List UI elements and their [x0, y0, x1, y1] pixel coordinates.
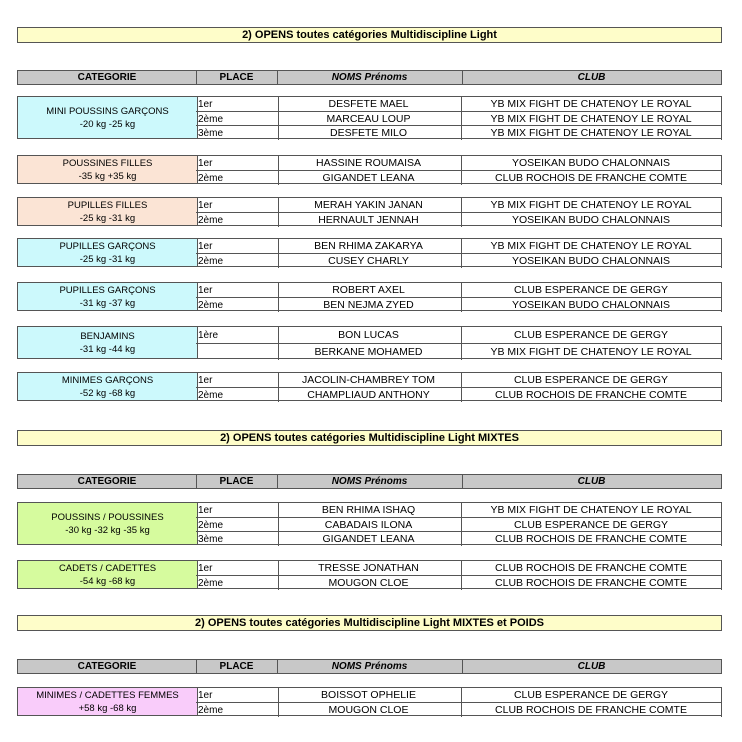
result-rows — [196, 561, 722, 588]
club-cell: YOSEIKAN BUDO CHALONNAIS — [461, 213, 722, 227]
place-cell: 2ème — [196, 518, 279, 532]
name-cell: BERKANE MOHAMED — [276, 344, 462, 360]
category-weights: -31 kg -37 kg — [79, 297, 136, 309]
name-cell: BOISSOT OPHELIE — [276, 688, 462, 702]
name-cell: GIGANDET LEANA — [276, 532, 462, 546]
name-cell: BON LUCAS — [276, 327, 462, 343]
club-cell: YOSEIKAN BUDO CHALONNAIS — [461, 254, 722, 268]
club-cell: YB MIX FIGHT DE CHATENOY LE ROYAL — [461, 239, 722, 253]
category-block — [17, 155, 722, 184]
category-name: POUSSINES FILLES — [62, 157, 153, 169]
club-cell: CLUB ROCHOIS DE FRANCHE COMTE — [461, 388, 722, 402]
category-weights: -54 kg -68 kg — [79, 575, 136, 587]
table-row — [196, 97, 722, 111]
table-row — [196, 125, 722, 140]
table-row — [196, 253, 722, 268]
category-cell — [17, 198, 198, 225]
category-block — [17, 372, 722, 401]
result-rows — [196, 327, 722, 358]
table-row — [196, 575, 722, 590]
category-name: MINIMES / CADETTES FEMMES — [36, 689, 179, 701]
header-categorie: CATEGORIE — [18, 71, 197, 84]
category-weights: -35 kg +35 kg — [78, 170, 137, 182]
club-cell: CLUB ROCHOIS DE FRANCHE COMTE — [461, 703, 722, 717]
category-cell — [17, 561, 198, 588]
category-cell — [17, 239, 198, 266]
section-title: 2) OPENS toutes catégories Multidiscipline Light MIXTES et POIDS — [17, 615, 722, 631]
header-place: PLACE — [196, 660, 278, 673]
club-cell: YB MIX FIGHT DE CHATENOY LE ROYAL — [461, 126, 722, 140]
category-weights: -30 kg -32 kg -35 kg — [65, 524, 150, 536]
place-cell: 1er — [196, 373, 279, 387]
table-row — [196, 283, 722, 297]
header-categorie: CATEGORIE — [18, 475, 197, 488]
table-row — [196, 517, 722, 532]
result-rows — [196, 239, 722, 266]
category-block — [17, 560, 722, 589]
place-cell: 1er — [196, 97, 279, 111]
club-cell: YOSEIKAN BUDO CHALONNAIS — [461, 156, 722, 170]
club-cell: YOSEIKAN BUDO CHALONNAIS — [461, 298, 722, 312]
name-cell: MARCEAU LOUP — [276, 112, 462, 126]
club-cell: YB MIX FIGHT DE CHATENOY LE ROYAL — [461, 503, 722, 517]
header-place: PLACE — [196, 475, 278, 488]
category-block — [17, 282, 722, 311]
table-row — [196, 561, 722, 575]
category-weights: -25 kg -31 kg — [79, 253, 136, 265]
category-name: POUSSINS / POUSSINES — [51, 511, 164, 523]
table-row — [196, 239, 722, 253]
category-weights: +58 kg -68 kg — [78, 702, 137, 714]
category-name: PUPILLES GARÇONS — [59, 240, 156, 252]
place-cell: 1er — [196, 283, 279, 297]
category-name: MINI POUSSINS GARÇONS — [46, 105, 169, 117]
club-cell: YB MIX FIGHT DE CHATENOY LE ROYAL — [461, 97, 722, 111]
name-cell: CABADAIS ILONA — [276, 518, 462, 532]
place-cell: 2ème — [196, 388, 279, 402]
category-name: BENJAMINS — [80, 330, 135, 342]
name-cell: CHAMPLIAUD ANTHONY — [276, 388, 462, 402]
header-noms: NOMS Prénoms — [277, 71, 463, 84]
club-cell: YB MIX FIGHT DE CHATENOY LE ROYAL — [461, 344, 722, 360]
category-block — [17, 238, 722, 267]
name-cell: BEN RHIMA ISHAQ — [276, 503, 462, 517]
category-cell — [17, 688, 198, 715]
club-cell: CLUB ESPERANCE DE GERGY — [461, 373, 722, 387]
table-header — [17, 474, 722, 489]
header-club: CLUB — [577, 72, 606, 83]
result-rows — [196, 97, 722, 138]
section-title: 2) OPENS toutes catégories Multidiscipline Light — [17, 27, 722, 43]
place-cell: 1er — [196, 503, 279, 517]
table-row — [196, 702, 722, 717]
table-row — [196, 343, 722, 360]
place-cell: 2ème — [196, 254, 279, 268]
place-cell: 1er — [196, 198, 279, 212]
table-row — [196, 327, 722, 343]
category-weights: -20 kg -25 kg — [79, 118, 136, 130]
header-categorie: CATEGORIE — [18, 660, 197, 673]
category-name: MINIMES GARÇONS — [61, 374, 154, 386]
category-name: PUPILLES GARÇONS — [59, 284, 156, 296]
name-cell: HASSINE ROUMAISA — [276, 156, 462, 170]
category-cell — [17, 283, 198, 310]
name-cell: DESFETE MILO — [276, 126, 462, 140]
header-noms: NOMS Prénoms — [277, 475, 463, 488]
category-block — [17, 326, 722, 359]
result-rows — [196, 156, 722, 183]
header-place: PLACE — [196, 71, 278, 84]
place-cell: 2ème — [196, 171, 279, 185]
table-row — [196, 156, 722, 170]
category-block — [17, 96, 722, 139]
table-row — [196, 198, 722, 212]
category-block — [17, 197, 722, 226]
result-rows — [196, 688, 722, 715]
section-title: 2) OPENS toutes catégories Multidiscipline Light MIXTES — [17, 430, 722, 446]
header-club: CLUB — [577, 661, 606, 672]
name-cell: HERNAULT JENNAH — [276, 213, 462, 227]
name-cell: MOUGON CLOE — [276, 703, 462, 717]
name-cell: ROBERT AXEL — [276, 283, 462, 297]
category-block — [17, 502, 722, 545]
place-cell: 2ème — [196, 112, 279, 126]
name-cell: GIGANDET LEANA — [276, 171, 462, 185]
table-row — [196, 212, 722, 227]
place-cell: 1er — [196, 156, 279, 170]
name-cell: MERAH YAKIN JANAN — [276, 198, 462, 212]
table-row — [196, 170, 722, 185]
table-header — [17, 659, 722, 674]
category-weights: -52 kg -68 kg — [79, 387, 136, 399]
place-cell: 2ème — [196, 576, 279, 590]
name-cell: CUSEY CHARLY — [276, 254, 462, 268]
place-cell: 1ère — [196, 327, 279, 343]
result-rows — [196, 503, 722, 544]
category-weights: -31 kg -44 kg — [79, 343, 136, 355]
header-club: CLUB — [577, 476, 606, 487]
place-cell: 1er — [196, 561, 279, 575]
category-cell — [17, 327, 198, 358]
category-cell — [17, 97, 198, 138]
place-cell: 1er — [196, 688, 279, 702]
result-rows — [196, 373, 722, 400]
club-cell: CLUB ROCHOIS DE FRANCHE COMTE — [461, 171, 722, 185]
name-cell: JACOLIN-CHAMBREY TOM — [276, 373, 462, 387]
club-cell: CLUB ESPERANCE DE GERGY — [461, 518, 722, 532]
club-cell: CLUB ROCHOIS DE FRANCHE COMTE — [461, 532, 722, 546]
category-name: PUPILLES FILLES — [67, 199, 148, 211]
name-cell: BEN RHIMA ZAKARYA — [276, 239, 462, 253]
club-cell: YB MIX FIGHT DE CHATENOY LE ROYAL — [461, 198, 722, 212]
category-weights: -25 kg -31 kg — [79, 212, 136, 224]
category-block — [17, 687, 722, 716]
club-cell: YB MIX FIGHT DE CHATENOY LE ROYAL — [461, 112, 722, 126]
category-name: CADETS / CADETTES — [58, 562, 157, 574]
table-row — [196, 373, 722, 387]
place-cell: 1er — [196, 239, 279, 253]
name-cell: TRESSE JONATHAN — [276, 561, 462, 575]
table-row — [196, 387, 722, 402]
category-cell — [17, 156, 198, 183]
table-row — [196, 688, 722, 702]
table-row — [196, 111, 722, 126]
table-row — [196, 297, 722, 312]
place-cell: 3ème — [196, 126, 279, 140]
place-cell: 2ème — [196, 213, 279, 227]
club-cell: CLUB ROCHOIS DE FRANCHE COMTE — [461, 576, 722, 590]
result-rows — [196, 283, 722, 310]
club-cell: CLUB ROCHOIS DE FRANCHE COMTE — [461, 561, 722, 575]
result-rows — [196, 198, 722, 225]
category-cell — [17, 503, 198, 544]
club-cell: CLUB ESPERANCE DE GERGY — [461, 283, 722, 297]
header-noms: NOMS Prénoms — [277, 660, 463, 673]
table-header — [17, 70, 722, 85]
club-cell: CLUB ESPERANCE DE GERGY — [461, 327, 722, 343]
place-cell: 2ème — [196, 298, 279, 312]
place-cell: 2ème — [196, 703, 279, 717]
name-cell: MOUGON CLOE — [276, 576, 462, 590]
place-cell — [196, 344, 279, 360]
name-cell: DESFETE MAEL — [276, 97, 462, 111]
club-cell: CLUB ESPERANCE DE GERGY — [461, 688, 722, 702]
name-cell: BEN NEJMA ZYED — [276, 298, 462, 312]
table-row — [196, 531, 722, 546]
place-cell: 3ème — [196, 532, 279, 546]
table-row — [196, 503, 722, 517]
category-cell — [17, 373, 198, 400]
